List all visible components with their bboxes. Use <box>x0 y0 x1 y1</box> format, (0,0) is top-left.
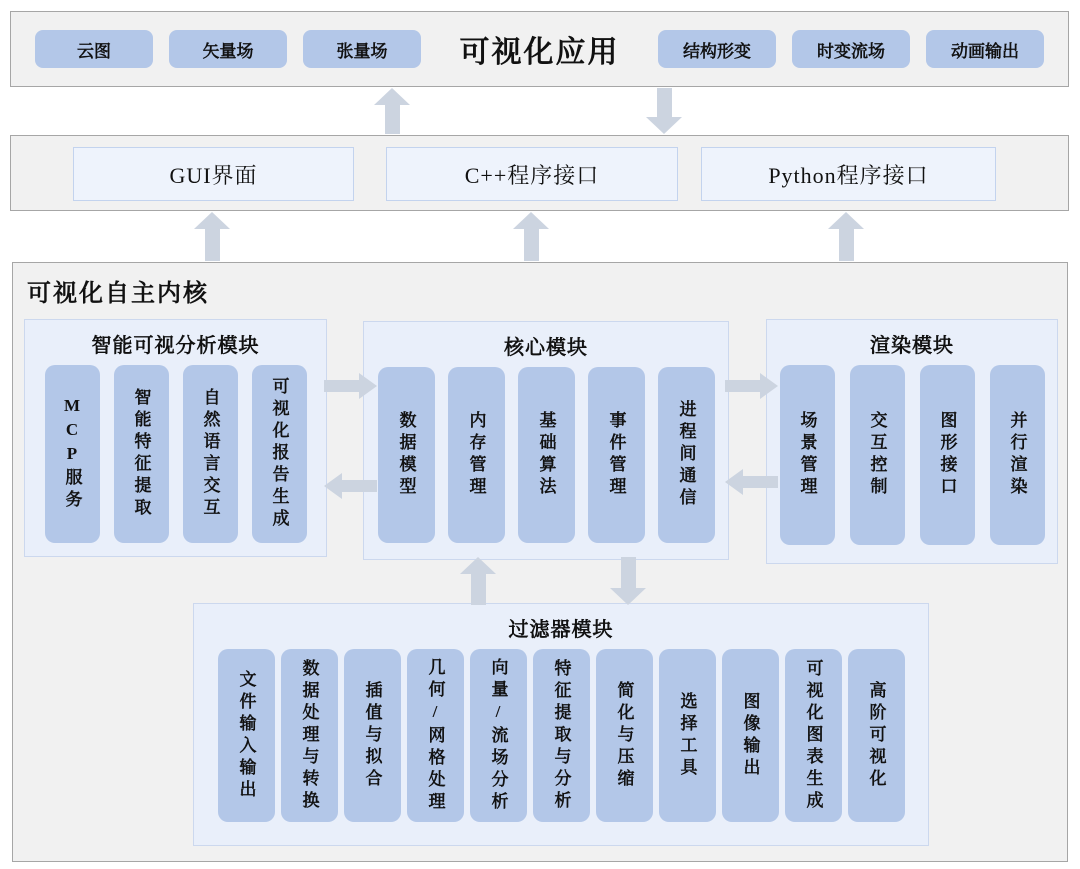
interface-box-gui: GUI界面 <box>73 147 354 201</box>
module-analysis-items <box>25 365 326 543</box>
module-analysis <box>24 319 327 557</box>
arrow-head <box>359 373 377 399</box>
module-analysis-title: 智能可视分析模块 <box>91 335 260 357</box>
arrow-head <box>646 117 682 134</box>
module-item: 数据处理与转换 <box>281 649 338 822</box>
arrow-stem <box>385 105 400 134</box>
module-item: 基础算法 <box>518 367 575 543</box>
module-item: 可视化报告生成 <box>252 365 307 543</box>
app-item: 动画输出 <box>926 30 1044 68</box>
arrow-head <box>374 88 410 105</box>
arrow-head <box>725 469 743 495</box>
module-item: 交互控制 <box>850 365 905 545</box>
interface-box-python: Python程序接口 <box>701 147 996 201</box>
arrow-stem <box>657 88 672 117</box>
arrow-stem <box>342 480 377 492</box>
arrow-interface-to-app-up <box>374 88 410 134</box>
arrow-app-to-interface-down <box>646 88 682 134</box>
arrow-core-to-analysis <box>324 473 377 499</box>
module-item: 图像输出 <box>722 649 779 822</box>
module-item: 数据模型 <box>378 367 435 543</box>
module-item: 高阶可视化 <box>848 649 905 822</box>
arrow-stem <box>621 557 636 588</box>
module-core <box>363 321 729 560</box>
module-item: 几何/网格处理 <box>407 649 464 822</box>
module-core-items <box>364 367 728 543</box>
arrow-core-to-render <box>725 373 778 399</box>
module-filter-items <box>194 649 928 822</box>
app-item: 矢量场 <box>169 30 287 68</box>
app-left-group <box>35 30 421 68</box>
module-item: 简化与压缩 <box>596 649 653 822</box>
interface-box-cpp: C++程序接口 <box>386 147 678 201</box>
arrow-kernel-to-cpp-up <box>513 212 549 261</box>
arrow-stem <box>324 380 359 392</box>
app-item: 时变流场 <box>792 30 910 68</box>
arrow-stem <box>205 229 220 261</box>
arrow-kernel-to-python-up <box>828 212 864 261</box>
arrow-filter-to-core <box>460 557 496 605</box>
module-item: 图形接口 <box>920 365 975 545</box>
arrow-analysis-to-core <box>324 373 377 399</box>
module-item: 选择工具 <box>659 649 716 822</box>
module-item: 场景管理 <box>780 365 835 545</box>
arrow-head <box>760 373 778 399</box>
module-item: 智能特征提取 <box>114 365 169 543</box>
arrow-head <box>610 588 646 605</box>
application-layer <box>10 11 1069 87</box>
module-item: 可视化图表生成 <box>785 649 842 822</box>
interface-layer <box>10 135 1069 211</box>
kernel-title: 可视化自主内核 <box>27 281 209 307</box>
arrow-head <box>194 212 230 229</box>
arrow-stem <box>725 380 760 392</box>
module-render <box>766 319 1058 564</box>
arrow-render-to-core <box>725 469 778 495</box>
kernel-box <box>12 262 1068 862</box>
arrow-head <box>324 473 342 499</box>
module-item: 事件管理 <box>588 367 645 543</box>
module-core-title: 核心模块 <box>504 337 588 359</box>
app-layer-title: 可视化应用 <box>459 36 620 69</box>
arrow-stem <box>743 476 778 488</box>
module-render-items <box>767 365 1057 545</box>
module-item: 特征提取与分析 <box>533 649 590 822</box>
app-right-group <box>658 30 1044 68</box>
module-item: 自然语言交互 <box>183 365 238 543</box>
arrow-kernel-to-gui-up <box>194 212 230 261</box>
module-item: 文件输入输出 <box>218 649 275 822</box>
arrow-stem <box>839 229 854 261</box>
module-item: 内存管理 <box>448 367 505 543</box>
arrow-head <box>828 212 864 229</box>
app-item: 张量场 <box>303 30 421 68</box>
module-filter <box>193 603 929 846</box>
arrow-stem <box>524 229 539 261</box>
arrow-head <box>513 212 549 229</box>
module-item: 插值与拟合 <box>344 649 401 822</box>
module-item: 向量/流场分析 <box>470 649 527 822</box>
arrow-stem <box>471 574 486 605</box>
arrow-core-to-filter <box>610 557 646 605</box>
module-filter-title: 过滤器模块 <box>508 619 614 641</box>
module-item: 并行渲染 <box>990 365 1045 545</box>
module-item: 进程间通信 <box>658 367 715 543</box>
module-render-title: 渲染模块 <box>870 335 954 357</box>
arrow-head <box>460 557 496 574</box>
app-item: 云图 <box>35 30 153 68</box>
app-item: 结构形变 <box>658 30 776 68</box>
module-item: MCP服务 <box>45 365 100 543</box>
